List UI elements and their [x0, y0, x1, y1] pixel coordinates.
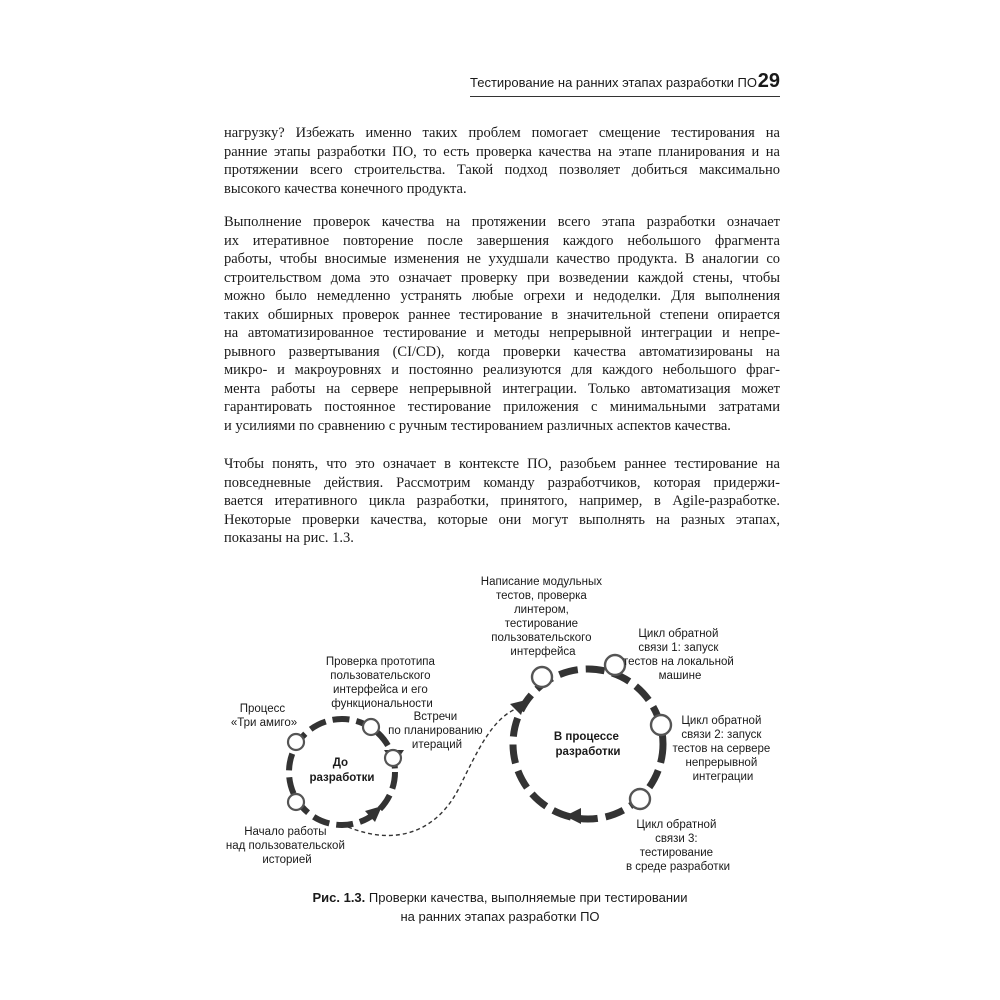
page-number: 29	[757, 70, 780, 92]
caption-text-1: Проверки качества, выполняемые при тестировании	[368, 890, 688, 905]
text-line: протяжении всего строительства. Такой подход позволяет добиться максимально	[224, 162, 780, 178]
figure-cycle-diagram	[0, 560, 1000, 880]
text-line: Некоторые проверки качества, которые они могут выполнять на разных этапах,	[224, 511, 780, 528]
cycle-node	[385, 750, 401, 766]
paragraph-2	[224, 213, 780, 435]
text-line: повседневные действия. Рассмотрим команду разработчиков, которая придержи-	[224, 474, 780, 491]
caption-text-2: на ранних этапах разработки ПО	[400, 909, 600, 924]
text-line: ранние этапы разработки ПО, то есть проверка качества на этапе планирования и на	[224, 143, 780, 160]
text-line: Чтобы понять, что это означает в контексте ПО, разобьем раннее тестирование на	[224, 456, 780, 472]
label-feedback-2: Цикл обратной связи 2: запуск тестов на сервере непрерывной интеграции	[672, 715, 771, 783]
running-header-title: Тестирование на ранних этапах разработки ПО	[470, 75, 757, 90]
cycle-node	[532, 667, 552, 687]
label-feedback-3: Цикл обратной связи 3: тестирование в среде разработки	[625, 819, 731, 873]
text-line: работы, чтобы вносимые изменения не ухудшали качество продукта. В аналогии со	[224, 251, 780, 267]
cycle-node	[288, 734, 304, 750]
text-line: высокого качества конечного продукта.	[224, 180, 467, 197]
arrowhead-icon	[565, 808, 581, 824]
text-line: нагрузку? Избежать именно таких проблем помогает смещение тестирования на	[224, 125, 780, 141]
text-line: гарантировать постоянное тестирование приложения с минимальными затратами	[224, 399, 780, 415]
text-line: на автоматизированное тестирование и методы непрерывной интеграции и непре-	[224, 325, 780, 341]
paragraph-1	[224, 124, 780, 198]
text-line: можно было немедленно устранять любые огрехи и недоделки. Для выполнения	[224, 288, 780, 304]
label-iteration-planning: Встречи по планированию итераций	[388, 711, 483, 751]
label-user-story-start: Начало работы над пользовательской историей	[225, 826, 345, 866]
label-prototype-check: Проверка прототипа пользовательского интерфейса и его функциональности	[325, 656, 435, 710]
before-development-title: До разработки	[309, 757, 375, 784]
text-line: строительством дома это означает проверку при возведении каждой стены, чтобы	[224, 269, 780, 286]
text-line: мента работы на сервере непрерывной интеграции. Только автоматизация может	[224, 380, 780, 397]
during-development-title: В процессе разработки	[553, 731, 621, 758]
cycle-node	[363, 719, 379, 735]
text-line: вается итеративного цикла разработки, принятого, например, в Agile-разработке.	[224, 493, 780, 509]
text-line: Выполнение проверок качества на протяжении всего этапа разработки означает	[224, 214, 780, 230]
text-line: микро- и макроуровнях и постоянно реализуются для каждого небольшого фраг-	[224, 362, 780, 378]
label-feedback-1: Цикл обратной связи 1: запуск тестов на локальной машине	[622, 628, 734, 682]
figure-caption	[250, 888, 750, 926]
text-line: и усилиями по сравнению с ручным тестированием различных аспектов качества.	[224, 417, 731, 434]
caption-number: Рис. 1.3.	[312, 890, 366, 905]
text-line: их итеративное повторение после завершения каждого небольшого фрагмента	[224, 232, 780, 249]
cycle-node	[630, 789, 650, 809]
paragraph-3	[224, 455, 780, 548]
header-rule	[470, 96, 780, 97]
caption-line-1	[250, 888, 750, 907]
text-line: рывного развертывания (CI/CD), когда проверки качества автоматизированы на	[224, 343, 780, 360]
text-line: показаны на рис. 1.3.	[224, 530, 354, 546]
label-unit-tests: Написание модульных тестов, проверка линтером, тестирование пользовательского интерфейса	[480, 576, 602, 658]
cycle-node	[288, 794, 304, 810]
label-three-amigos: Процесс «Три амиго»	[230, 703, 298, 729]
cycle-node	[651, 715, 671, 735]
text-line: таких обширных проверок раннее тестирование в значительной степени опирается	[224, 306, 780, 323]
